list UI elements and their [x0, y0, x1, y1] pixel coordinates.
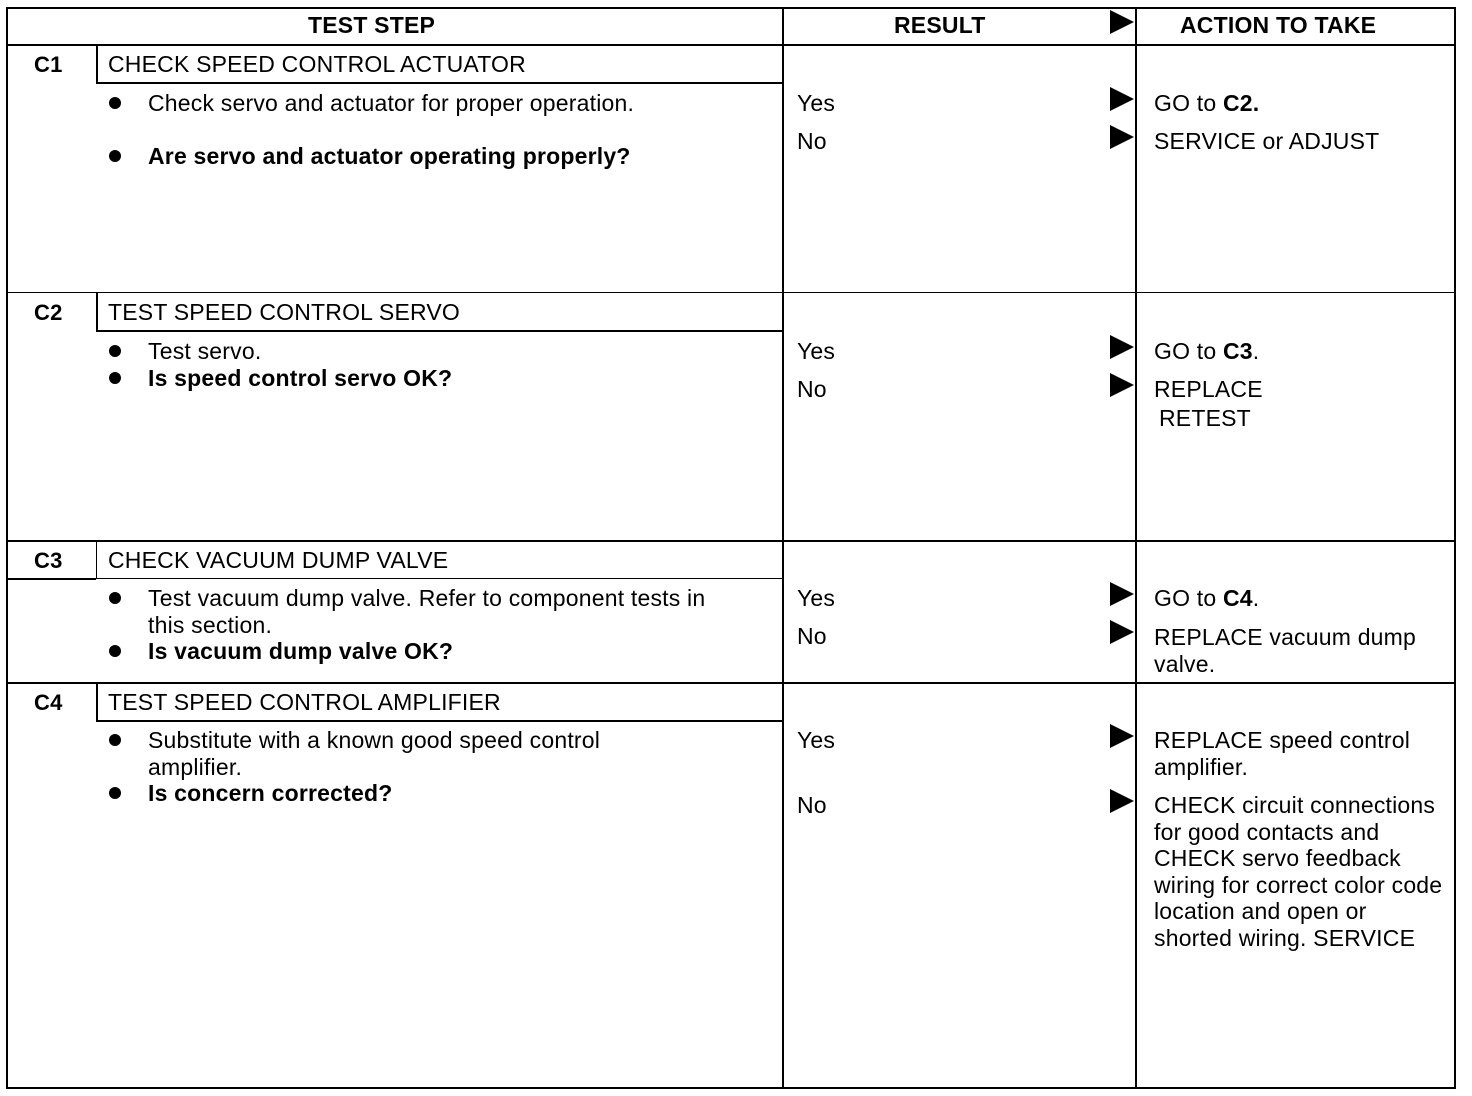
- c2-code-divider: [96, 292, 98, 331]
- action-column-divider: [1135, 7, 1137, 1089]
- c4-title-underline: [96, 720, 782, 722]
- step-title-c1: CHECK SPEED CONTROL ACTUATOR: [108, 51, 526, 77]
- step-code-c2: C2: [34, 300, 63, 325]
- c2-no-arrow-icon: [1110, 373, 1134, 397]
- row-separator-c2-c3: [6, 540, 1456, 542]
- c4-code-divider: [96, 682, 98, 721]
- bullet-icon: [109, 97, 121, 109]
- step-title-c2: TEST SPEED CONTROL SERVO: [108, 299, 461, 325]
- c3-action-yes-target: C4: [1222, 585, 1253, 611]
- c1-action-yes-prefix: GO to: [1154, 90, 1223, 116]
- c3-action-yes-prefix: GO to: [1154, 585, 1223, 611]
- step-title-c4: TEST SPEED CONTROL AMPLIFIER: [108, 689, 501, 715]
- c1-no-arrow-icon: [1110, 125, 1134, 149]
- c2-result-yes: Yes: [797, 338, 836, 364]
- c3-title-underline: [96, 578, 782, 579]
- bullet-icon: [109, 734, 121, 746]
- header-test-step: TEST STEP: [308, 12, 436, 38]
- c1-code-divider: [96, 44, 98, 83]
- c1-action-yes: [1154, 90, 1259, 117]
- c1-yes-arrow-icon: [1110, 87, 1134, 111]
- c3-action-no: REPLACE vacuum dump valve.: [1154, 624, 1417, 677]
- table-right-border: [1454, 7, 1456, 1089]
- c2-action-no-line2: RETEST: [1159, 405, 1251, 431]
- table-bottom-border: [6, 1087, 1456, 1089]
- bullet-icon: [109, 645, 121, 657]
- c3-yes-arrow-icon: [1110, 582, 1134, 606]
- table-left-border: [6, 7, 8, 1089]
- c2-item-2-question: Is speed control servo OK?: [148, 365, 453, 391]
- bullet-icon: [109, 150, 121, 162]
- c4-no-arrow-icon: [1110, 789, 1134, 813]
- c1-result-no: No: [797, 128, 827, 154]
- c3-code-underline: [6, 578, 96, 580]
- c4-action-no: CHECK circuit connections for good contacts and CHECK servo feedback wiring for correct color code location and open or shorted wiring. SERVICE: [1154, 792, 1443, 951]
- step-code-c4: C4: [34, 690, 63, 715]
- c4-result-no: No: [797, 792, 827, 818]
- header-arrow-icon: [1110, 10, 1134, 34]
- c1-title-underline: [96, 82, 782, 84]
- c3-item-1: Test vacuum dump valve. Refer to component tests in this section.: [148, 585, 706, 638]
- c4-item-1: Substitute with a known good speed control amplifier.: [148, 727, 601, 780]
- c2-title-underline: [96, 330, 782, 332]
- c3-result-no: No: [797, 623, 827, 649]
- c1-action-yes-target: C2.: [1222, 90, 1260, 116]
- c4-item-2-question: Is concern corrected?: [148, 780, 393, 806]
- c3-item-2-question: Is vacuum dump valve OK?: [148, 638, 454, 664]
- bullet-icon: [109, 592, 121, 604]
- header-result: RESULT: [894, 12, 986, 38]
- c2-yes-arrow-icon: [1110, 335, 1134, 359]
- row-separator-c1-c2: [6, 292, 1456, 293]
- c2-action-yes: [1154, 338, 1259, 365]
- c2-action-no-line1: REPLACE: [1154, 376, 1263, 402]
- c1-result-yes: Yes: [797, 90, 836, 116]
- bullet-icon: [109, 372, 121, 384]
- c4-yes-arrow-icon: [1110, 724, 1134, 748]
- step-title-c3: CHECK VACUUM DUMP VALVE: [108, 547, 449, 573]
- c2-action-yes-prefix: GO to: [1154, 338, 1223, 364]
- c3-no-arrow-icon: [1110, 620, 1134, 644]
- header-action-to-take: ACTION TO TAKE: [1180, 12, 1377, 38]
- c3-action-yes: [1154, 585, 1259, 612]
- result-column-divider: [782, 7, 784, 1089]
- header-bottom-border: [6, 44, 1456, 46]
- c2-item-1: Test servo.: [148, 338, 262, 364]
- c3-result-yes: Yes: [797, 585, 836, 611]
- c2-action-yes-target: C3: [1222, 338, 1253, 364]
- c1-item-2-question: Are servo and actuator operating properly?: [148, 143, 631, 169]
- c3-code-divider: [96, 540, 97, 579]
- c3-action-yes-suffix: .: [1252, 585, 1260, 611]
- bullet-icon: [109, 345, 121, 357]
- c2-action-yes-suffix: .: [1252, 338, 1260, 364]
- step-code-c3: C3: [34, 548, 63, 573]
- table-top-border: [6, 7, 1456, 9]
- bullet-icon: [109, 787, 121, 799]
- c4-result-yes: Yes: [797, 727, 836, 753]
- c4-action-yes: REPLACE speed control amplifier.: [1154, 727, 1411, 780]
- c2-result-no: No: [797, 376, 827, 402]
- step-code-c1: C1: [34, 52, 63, 77]
- c1-item-1: Check servo and actuator for proper operation.: [148, 90, 635, 116]
- c1-action-no: SERVICE or ADJUST: [1154, 128, 1380, 154]
- row-separator-c3-c4: [6, 682, 1456, 684]
